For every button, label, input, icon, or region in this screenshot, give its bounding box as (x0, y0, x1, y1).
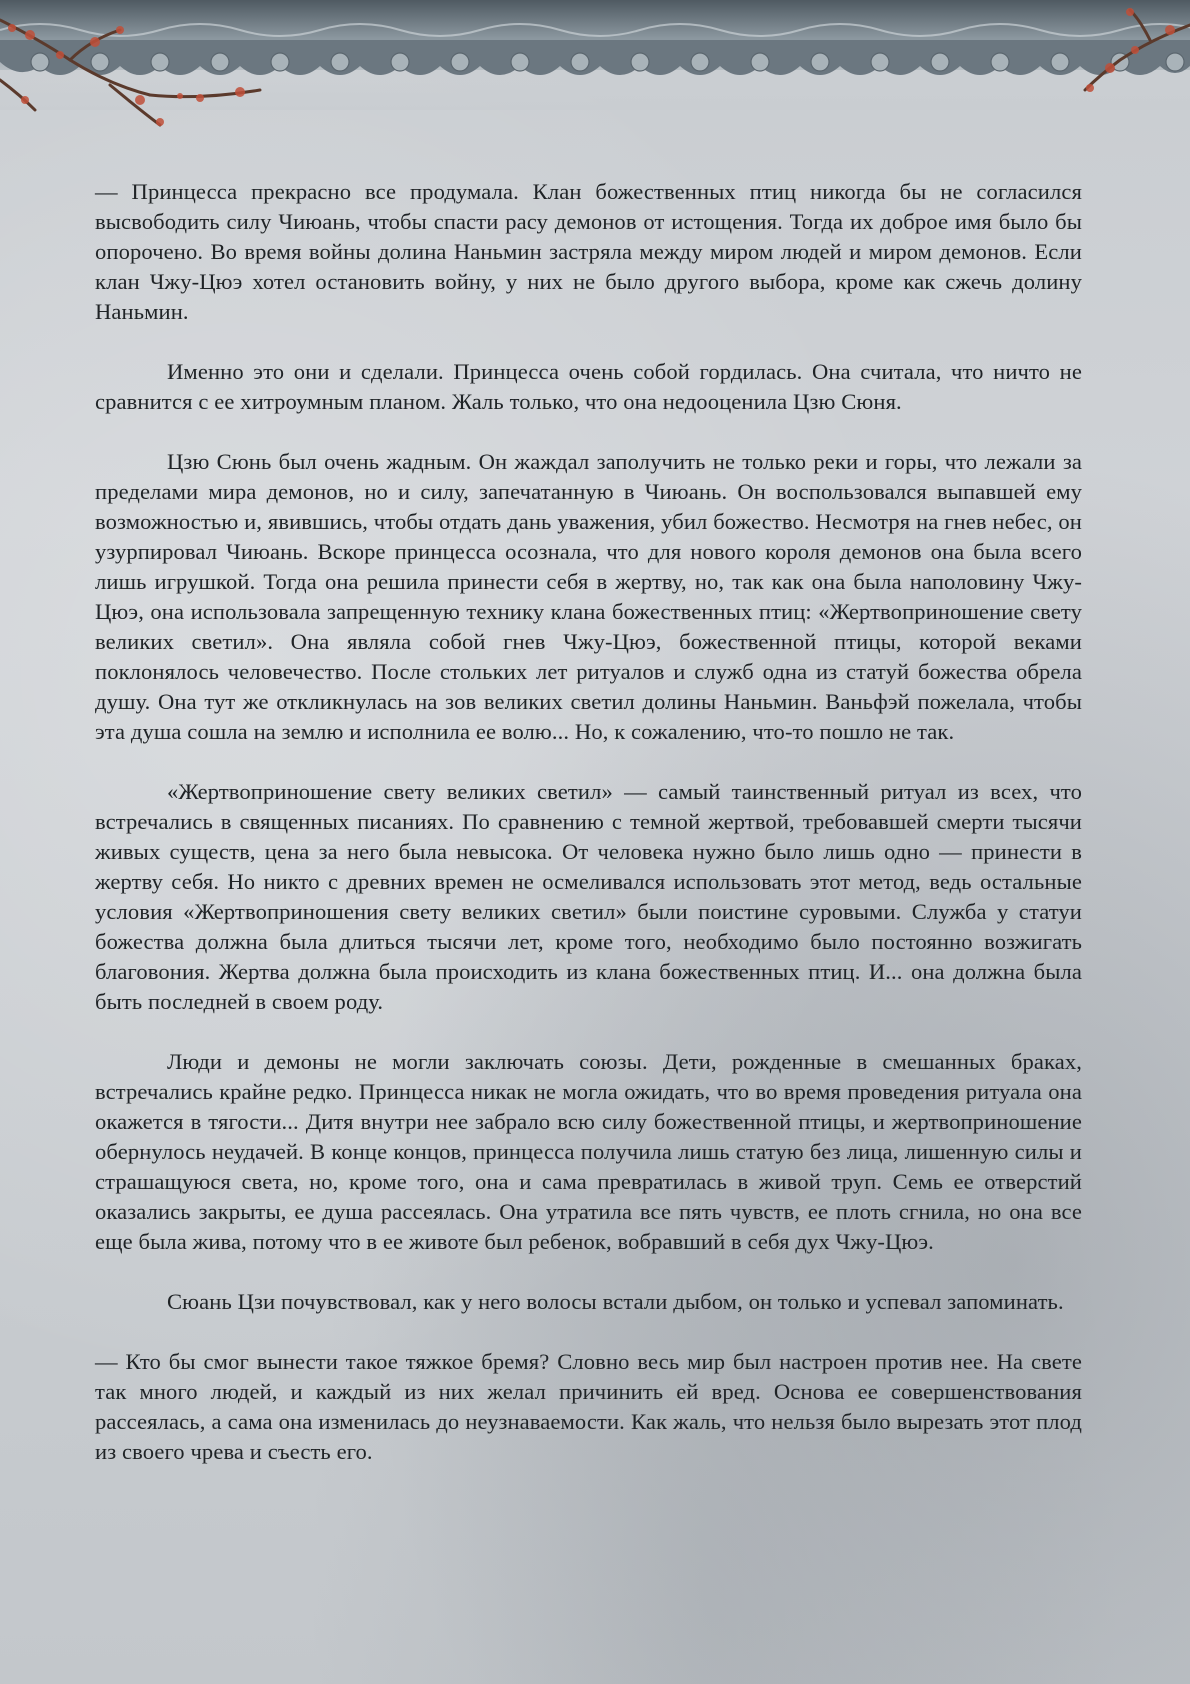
blossom-branch-left-decoration (0, 0, 300, 140)
paragraph-2: Именно это они и сделали. Принцесса очень собой гордилась. Она считала, что ничто не сравнится с ее хитроумным планом. Жаль только, что она недооценила Цзю Сюня. (95, 359, 1082, 414)
paragraph-7: — Кто бы смог вынести такое тяжкое бремя? Словно весь мир был настроен против нее. На свете так много людей, и каждый из них желал причинить ей вред. Основа ее совершенствования рассеялась, а сама она изменилась до неузнаваемости. Как жаль, что нельзя было вырезать этот плод из своего чрева и съесть его. (95, 1349, 1082, 1464)
blossom-branch-right-decoration (1030, 0, 1190, 120)
paragraph-1: — Принцесса прекрасно все продумала. Клан божественных птиц никогда бы не согласился высвободить силу Чиюань, чтобы спасти расу демонов от истощения. Тогда их доброе имя было бы опорочено. Во время войны долина Наньмин застряла между миром людей и миром демонов. Если клан Чжу-Цюэ хотел остановить войну, у них не было другого выбора, кроме как сжечь долину Наньмин. (95, 179, 1082, 324)
paragraph-5: Люди и демоны не могли заключать союзы. Дети, рожденные в смешанных браках, встречались крайне редко. Принцесса никак не могла ожидать, что во время проведения ритуала она окажется в тягости... Дитя внутри нее забрало всю силу божественной птицы, и жертвоприношение обернулось неудачей. В конце концов, принцесса получила лишь статую без лица, лишенную силы и страшащуюся света, но, кроме того, она и сама превратилась в живой труп. Семь ее отверстий оказались закрыты, ее душа рассеялась. Она утратила все пять чувств, ее плоть сгнила, но она все еще была жива, потому что в ее животе был ребенок, вобравший в себя дух Чжу-Цюэ. (95, 1049, 1082, 1254)
paragraph-3: Цзю Сюнь был очень жадным. Он жаждал заполучить не только реки и горы, что лежали за пределами мира демонов, но и силу, запечатанную в Чиюань. Он воспользовался выпавшей ему возможностью и, явившись, чтобы отдать дань уважения, убил божество. Несмотря на гнев небес, он узурпировал Чиюань. Вскоре принцесса осознала, что для нового короля демонов она была всего лишь игрушкой. Тогда она решила принести себя в жертву, но, так как она была наполовину Чжу-Цюэ, она использовала запрещенную технику клана божественных птиц: «Жертвоприношение свету великих светил». Она являла собой гнев Чжу-Цюэ, божественной птицы, которой веками поклонялось человечество. После стольких лет ритуалов и служб одна из статуй божества обрела душу. Она тут же откликнулась на зов великих светил долины Наньмин. Ваньфэй пожелала, чтобы эта душа сошла на землю и исполнила ее волю... Но, к сожалению, что-то пошло не так. (95, 449, 1082, 744)
paragraph-6: Сюань Цзи почувствовал, как у него волосы встали дыбом, он только и успевал запоминать. (167, 1289, 1064, 1314)
document-body (95, 177, 1082, 1467)
paragraph-4: «Жертвоприношение свету великих светил» — самый таинственный ритуал из всех, что встречались в священных писаниях. По сравнению с темной жертвой, требовавшей смерти тысячи живых существ, цена за него была невысока. От человека нужно было лишь одно — принести в жертву себя. Но никто с древних времен не осмеливался использовать этот метод, ведь остальные условия «Жертвоприношения свету великих светил» были поистине суровыми. Служба у статуи божества должна была длиться тысячи лет, кроме того, необходимо было постоянно возжигать благовония. Жертва должна была происходить из клана божественных птиц. И... она должна была быть последней в своем роду. (95, 779, 1082, 1014)
